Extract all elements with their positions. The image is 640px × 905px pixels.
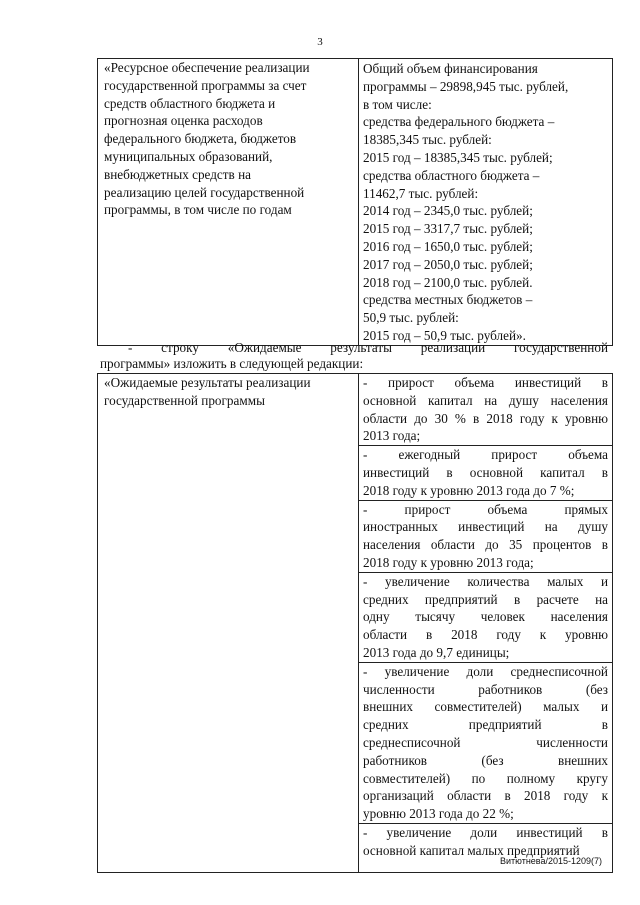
text-line: федерального бюджета, бюджетов bbox=[104, 131, 297, 147]
result-item bbox=[359, 824, 612, 860]
text-line: - строку «Ожидаемые результаты реализации государственной bbox=[128, 340, 608, 355]
text-line: 2014 год – 2345,0 тыс. рублей; bbox=[363, 203, 533, 219]
text-line: государственной программы bbox=[104, 392, 265, 408]
text-line: 18385,345 тыс. рублей: bbox=[363, 132, 492, 148]
text-line: - прирост объема прямых bbox=[363, 501, 608, 517]
text-line: 2015 год – 3317,7 тыс. рублей; bbox=[363, 221, 533, 237]
results-table bbox=[97, 373, 613, 873]
text-line: программы – 29898,945 тыс. рублей, bbox=[363, 78, 569, 94]
text-line: - увеличение доли среднесписочной bbox=[363, 663, 608, 679]
resources-table bbox=[97, 58, 613, 346]
text-line: 2018 году к уровню 2013 года до 7 %; bbox=[363, 482, 575, 498]
text-line: внешних совместителей) малых и bbox=[363, 699, 608, 715]
text-line: численности работников (без bbox=[363, 681, 608, 697]
result-item bbox=[359, 573, 612, 663]
text-line: государственной программы за счет bbox=[104, 77, 307, 93]
result-item bbox=[359, 374, 612, 446]
text-line: Общий объем финансирования bbox=[363, 61, 538, 76]
text-line: 2013 года; bbox=[363, 428, 421, 444]
text-line: средства федерального бюджета – bbox=[363, 114, 555, 130]
text-line: инвестиций в основной капитал в bbox=[363, 464, 608, 480]
instruction-paragraph bbox=[100, 340, 608, 372]
text-line: средних предприятий в bbox=[363, 717, 608, 733]
text-line: области до 30 % в 2018 году к уровню bbox=[363, 410, 608, 426]
text-line: 2017 год – 2050,0 тыс. рублей; bbox=[363, 256, 533, 272]
text-line: совместителей) по полному кругу bbox=[363, 770, 608, 786]
text-line: 11462,7 тыс. рублей: bbox=[363, 185, 479, 201]
text-line: организаций области в 2018 году к bbox=[363, 788, 608, 804]
text-line: иностранных инвестиций на душу bbox=[363, 519, 608, 535]
text-line: прогнозная оценка расходов bbox=[104, 113, 263, 129]
text-line: муниципальных образований, bbox=[104, 148, 273, 164]
text-line: одну тысячу человек населения bbox=[363, 609, 608, 625]
text-line: «Ожидаемые результаты реализации bbox=[104, 375, 311, 390]
text-line: средств областного бюджета и bbox=[104, 95, 276, 111]
text-line: 2018 год – 2100,0 тыс. рублей. bbox=[363, 274, 533, 290]
text-line: в том числе: bbox=[363, 96, 432, 112]
text-line: 2013 года до 9,7 единицы; bbox=[363, 644, 510, 660]
text-line: реализацию целей государственной bbox=[104, 184, 305, 200]
text-line: средних предприятий в расчете на bbox=[363, 591, 608, 607]
text-line: среднесписочной численности bbox=[363, 734, 608, 750]
text-line: населения области до 35 процентов в bbox=[363, 537, 608, 553]
text-line: основной капитал на душу населения bbox=[363, 392, 608, 408]
text-line: «Ресурсное обеспечение реализации bbox=[104, 60, 310, 75]
text-line: уровню 2013 года до 22 %; bbox=[363, 806, 514, 822]
text-line: 2016 год – 1650,0 тыс. рублей; bbox=[363, 238, 533, 254]
text-line: средства областного бюджета – bbox=[363, 167, 540, 183]
text-line: - прирост объема инвестиций в bbox=[363, 375, 608, 390]
text-line: 2015 год – 18385,345 тыс. рублей; bbox=[363, 149, 553, 165]
text-line: области в 2018 году к уровню bbox=[363, 627, 608, 643]
text-line: 2015 год – 50,9 тыс. рублей». bbox=[363, 327, 526, 343]
text-line: основной капитал малых предприятий bbox=[363, 842, 580, 858]
text-line: средства местных бюджетов – bbox=[363, 292, 533, 308]
result-item bbox=[359, 501, 612, 573]
text-line: - увеличение количества малых и bbox=[363, 573, 608, 589]
text-line: 2018 году к уровню 2013 года; bbox=[363, 554, 534, 570]
text-line: программы» изложить в следующей редакции: bbox=[100, 356, 364, 371]
page-number: 3 bbox=[317, 36, 323, 48]
text-line: работников (без внешних bbox=[363, 752, 608, 768]
text-line: 50,9 тыс. рублей: bbox=[363, 310, 459, 326]
text-line: - ежегодный прирост объема bbox=[363, 447, 608, 463]
resources-label-cell bbox=[98, 59, 359, 346]
resources-value-cell bbox=[359, 59, 613, 346]
text-line: внебюджетных средств на bbox=[104, 166, 251, 182]
result-item bbox=[359, 663, 612, 824]
text-line: - увеличение доли инвестиций в bbox=[363, 824, 608, 840]
footer-reference: Витютнева/2015-1209(7) bbox=[500, 856, 603, 866]
results-value-cell bbox=[359, 374, 613, 873]
text-line: программы, в том числе по годам bbox=[104, 202, 292, 218]
result-item bbox=[359, 446, 612, 500]
results-label-cell bbox=[98, 374, 359, 873]
